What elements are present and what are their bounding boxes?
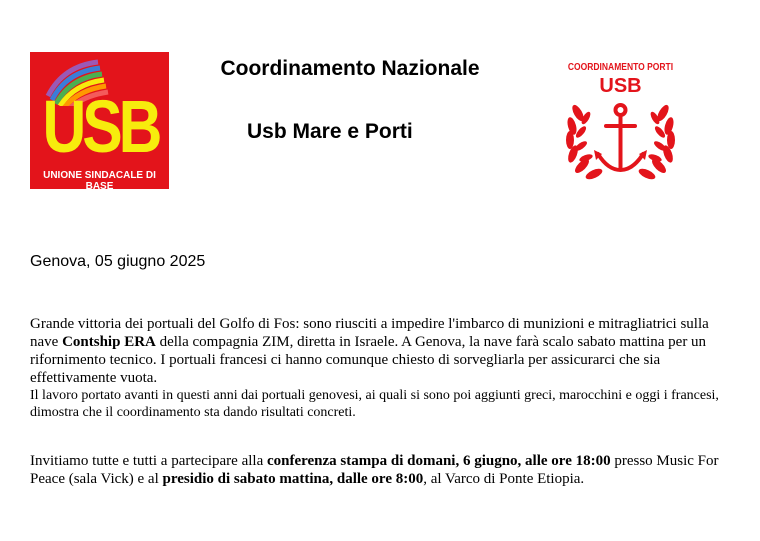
press-conference: conferenza stampa di domani, 6 giugno, alle ore 18:00	[266, 453, 611, 469]
presidio: presidio di sabato mattina, dalle ore 8:00	[162, 471, 424, 487]
header-title: Coordinamento Nazionale	[220, 57, 480, 80]
document-date: Genova, 05 giugno 2025	[30, 253, 206, 270]
paragraph-victory	[30, 315, 730, 421]
paragraph-invitation	[30, 452, 730, 488]
usb-logo	[30, 52, 169, 189]
p1-text-a: Grande vittoria dei portuali del Golfo di Fos: sono riusciti a impedire l'imbarco di munizioni e mitragliatrici sulla nave	[30, 316, 709, 350]
p1-text-b: della compagnia ZIM, diretta in Israele. A Genova, la nave farà scalo sabato mattina per un rifornimento tecnico. I portuali francesi ci hanno comunque chiesto di sorvegliarla per assicurarci che sia effettivamente vuota.	[30, 334, 707, 386]
p2-text-c: , al Varco di Ponte Etiopia.	[423, 471, 585, 487]
logo-right-usb-text: USB	[599, 75, 642, 97]
logo-right-top-text: COORDINAMENTO PORTI	[567, 62, 674, 73]
coordinamento-porti-logo	[548, 58, 693, 188]
p2-text-b: presso Music For Peace (sala Vick) e al	[30, 453, 719, 487]
usb-logo-subtitle: UNIONE SINDACALE DI BASE	[43, 170, 156, 189]
ship-name: Contship ERA	[62, 334, 156, 350]
header-subtitle: Usb Mare e Porti	[247, 120, 413, 143]
p2-text-a: Invitiamo tutte e tutti a partecipare alla	[30, 453, 267, 469]
p1-text-c: Il lavoro portato avanti in questi anni dai portuali genovesi, ai quali si sono poi aggiunti greci, marocchini e oggi i francesi, dimostra che il coordinamento sta dando risultati concreti.	[30, 388, 719, 420]
usb-logo-text: USB	[42, 85, 159, 168]
